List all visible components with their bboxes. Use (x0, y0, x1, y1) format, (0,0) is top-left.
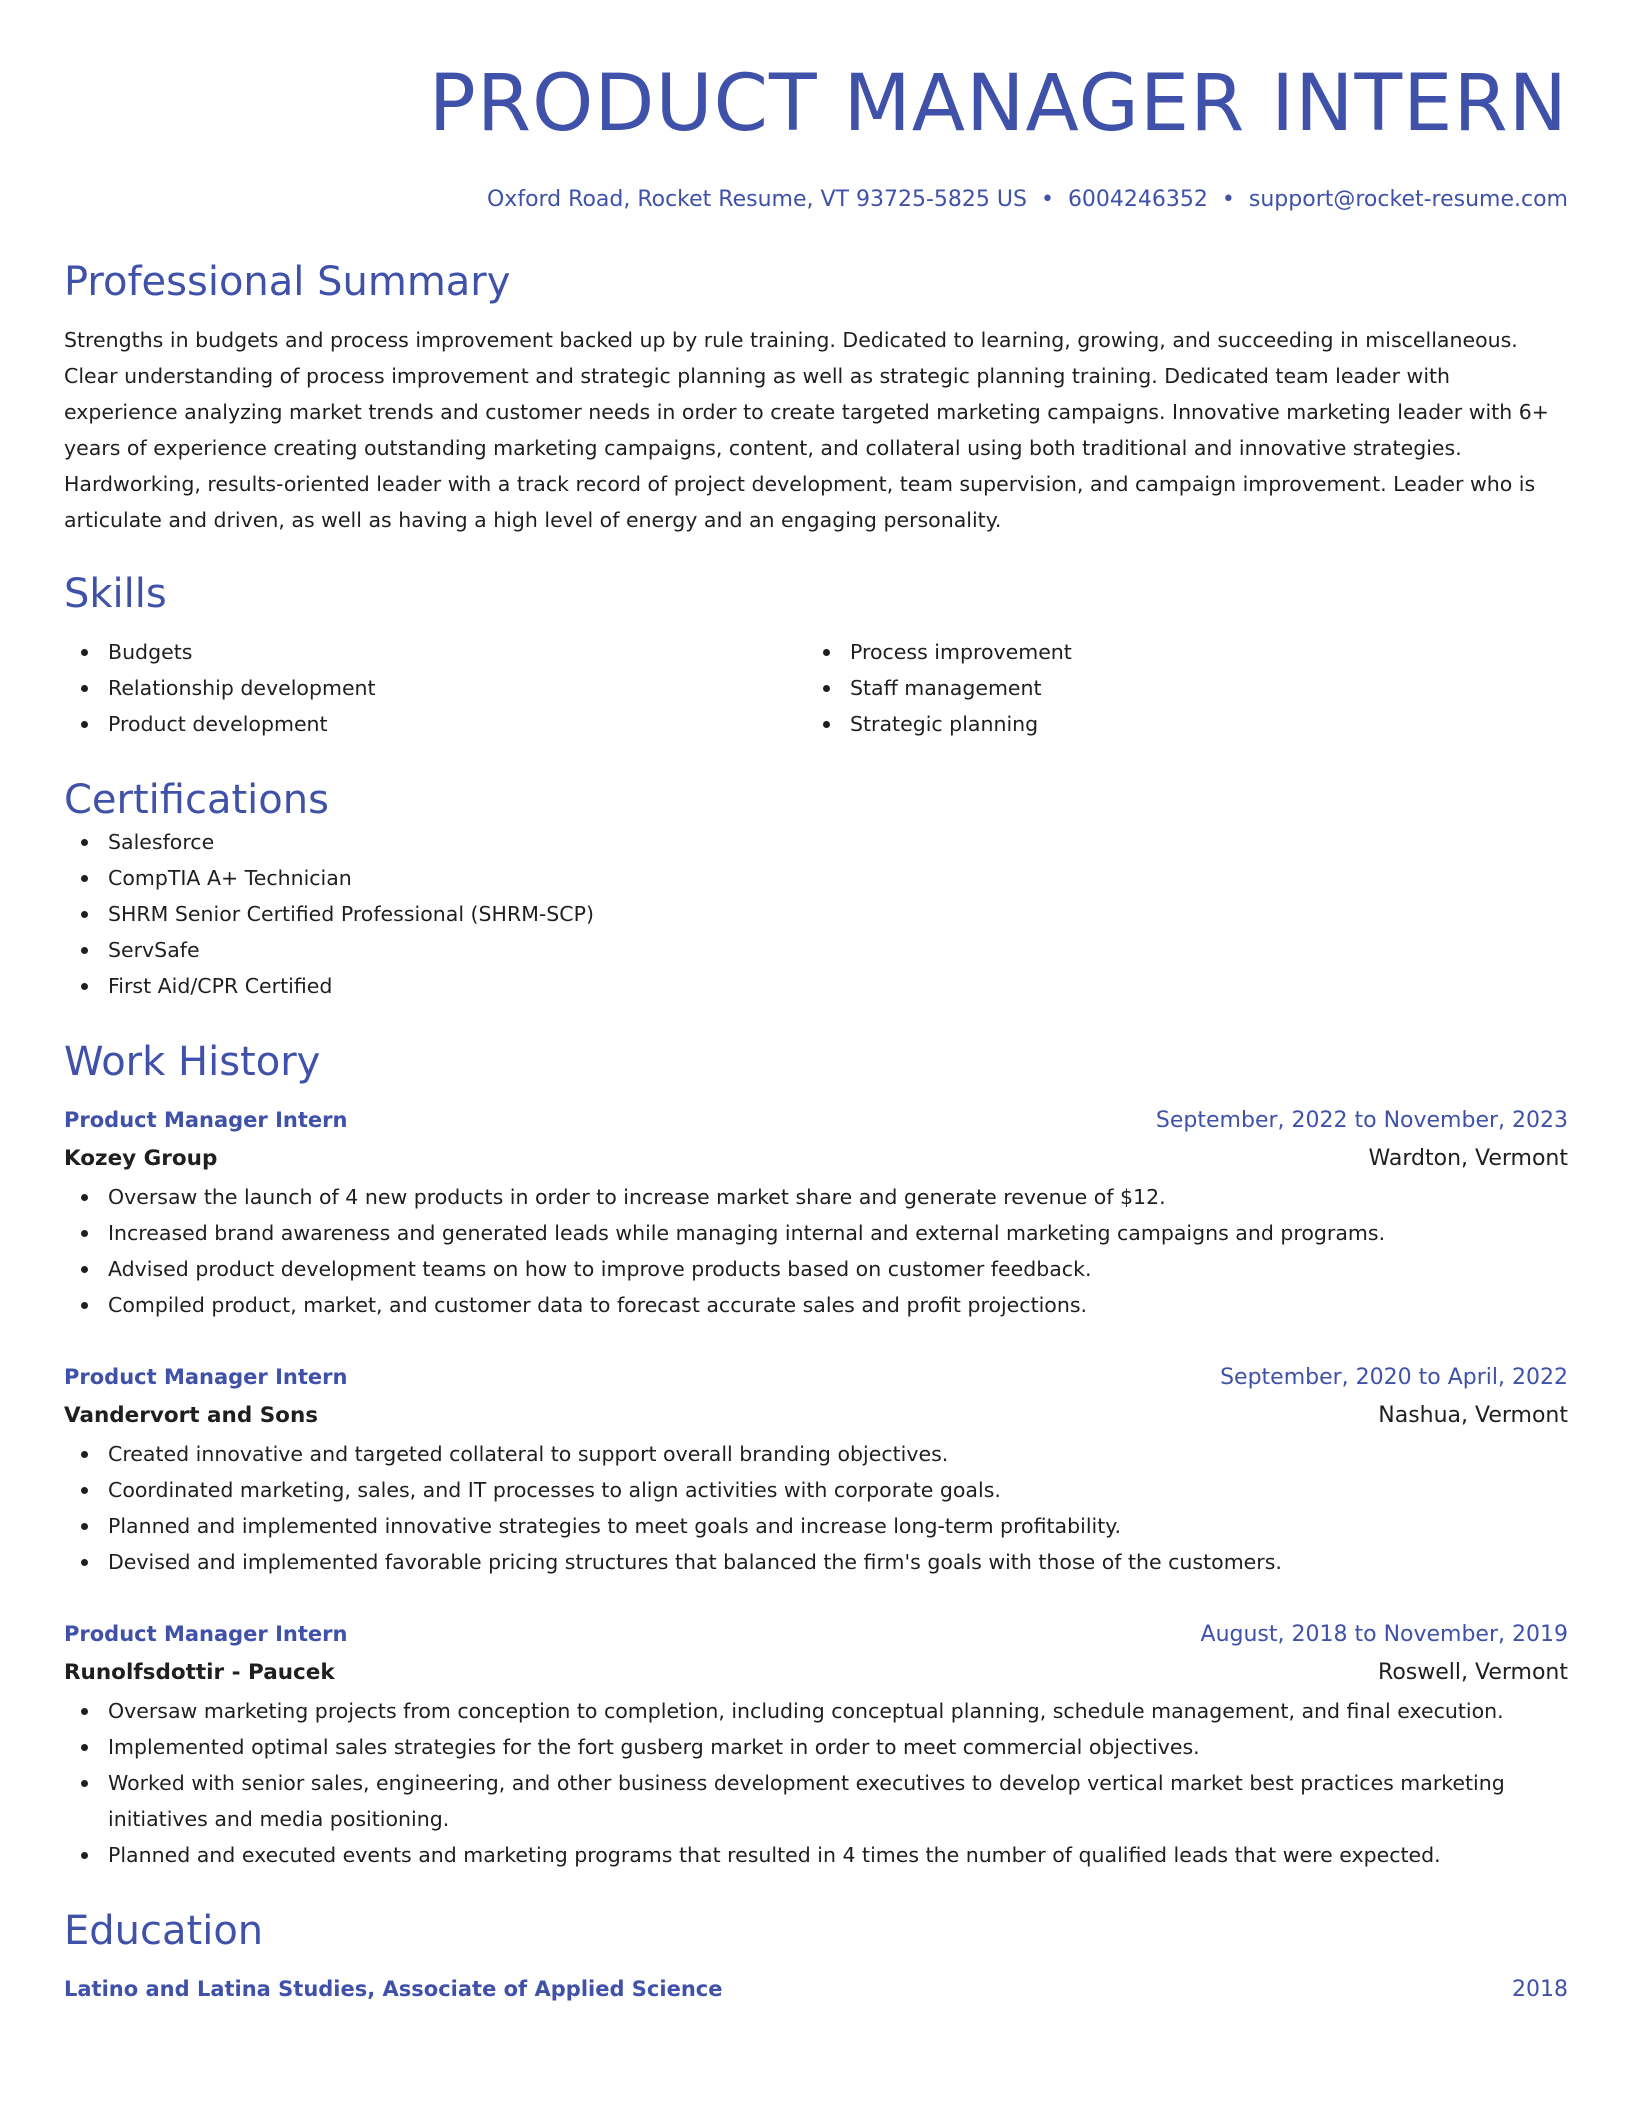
contact-separator: • (1221, 187, 1235, 212)
job-bullet: Worked with senior sales, engineering, and other business development executives to develop vertical market best practices marketing initiatives and media positioning. (108, 1765, 1568, 1837)
job-bullet: Oversaw marketing projects from conception to completion, including conceptual planning, schedule management, and final execution. (108, 1693, 1568, 1729)
skill-item: Budgets (108, 634, 806, 670)
job-company-row (64, 1139, 1568, 1179)
certification-item: Salesforce (108, 824, 1568, 860)
job-location: Wardton, Vermont (1368, 1146, 1568, 1171)
job-header-row (64, 1102, 1568, 1139)
skills-grid (64, 634, 1568, 742)
skills-list-left (64, 634, 806, 742)
job-location: Nashua, Vermont (1378, 1403, 1568, 1428)
certification-item: First Aid/CPR Certified (108, 968, 1568, 1004)
skills-column-right (806, 634, 1548, 742)
job-dates: September, 2022 to November, 2023 (1155, 1108, 1568, 1133)
job-entry (64, 1359, 1568, 1580)
job-company-row (64, 1653, 1568, 1693)
contact-email: support@rocket-resume.com (1248, 187, 1568, 212)
job-role: Product Manager Intern (64, 1108, 348, 1132)
job-entry (64, 1102, 1568, 1323)
contact-line (64, 184, 1568, 216)
job-bullet: Devised and implemented favorable pricing structures that balanced the firm's goals with those of the customers. (108, 1544, 1568, 1580)
job-bullet: Oversaw the launch of 4 new products in order to increase market share and generate revenue of $12. (108, 1179, 1568, 1215)
certification-item: ServSafe (108, 932, 1568, 968)
education-header-row (64, 1971, 1568, 2008)
contact-separator: • (1040, 187, 1054, 212)
education-heading: Education (64, 1908, 264, 1954)
skill-item: Staff management (850, 670, 1548, 706)
skills-column-left (64, 634, 806, 742)
contact-phone: 6004246352 (1067, 187, 1208, 212)
job-role: Product Manager Intern (64, 1365, 348, 1389)
job-header-row (64, 1359, 1568, 1396)
job-bullet: Created innovative and targeted collateral to support overall branding objectives. (108, 1436, 1568, 1472)
job-bullets (64, 1693, 1568, 1873)
skill-item: Product development (108, 706, 806, 742)
job-dates: August, 2018 to November, 2019 (1200, 1622, 1568, 1647)
skills-heading: Skills (64, 571, 167, 617)
job-company: Vandervort and Sons (64, 1403, 319, 1428)
job-dates: September, 2020 to April, 2022 (1220, 1365, 1568, 1390)
summary-text: Strengths in budgets and process improvement backed up by rule training. Dedicated to learning, growing, and succeeding in miscellaneous. Clear understanding of process improvement and strategic planning as well as strategic planning training. Dedicated team leader with experience analyzing market trends and customer needs in order to create targeted marketing campaigns. Innovative marketing leader with 6+ years of experience creating outstanding marketing campaigns, content, and collateral using both traditional and innovative strategies. Hardworking, results-oriented leader with a track record of project development, team supervision, and campaign improvement. Leader who is articulate and driven, as well as having a high level of energy and an engaging personality. (64, 328, 1549, 532)
contact-address: Oxford Road, Rocket Resume, VT 93725-5825 US (486, 187, 1027, 212)
job-bullet: Planned and implemented innovative strategies to meet goals and increase long-term profitability. (108, 1508, 1568, 1544)
certification-item: SHRM Senior Certified Professional (SHRM-SCP) (108, 896, 1568, 932)
skill-item: Relationship development (108, 670, 806, 706)
work-history-heading: Work History (64, 1039, 321, 1085)
skills-list-right (806, 634, 1548, 742)
job-entry (64, 1616, 1568, 1873)
job-company-row (64, 1396, 1568, 1436)
resume-title: PRODUCT MANAGER INTERN (428, 59, 1568, 149)
skill-item: Strategic planning (850, 706, 1548, 742)
certifications-list (64, 824, 1568, 1004)
job-bullets (64, 1179, 1568, 1323)
job-header-row (64, 1616, 1568, 1653)
job-company: Kozey Group (64, 1146, 218, 1171)
job-bullet: Increased brand awareness and generated leads while managing internal and external marketing campaigns and programs. (108, 1215, 1568, 1251)
job-bullet: Implemented optimal sales strategies for the fort gusberg market in order to meet commercial objectives. (108, 1729, 1568, 1765)
job-company: Runolfsdottir - Paucek (64, 1660, 335, 1685)
summary-heading: Professional Summary (64, 259, 511, 305)
certification-item: CompTIA A+ Technician (108, 860, 1568, 896)
certifications-heading: Certifications (64, 777, 329, 823)
education-entry (64, 1971, 1568, 2008)
job-bullet: Planned and executed events and marketing programs that resulted in 4 times the number of qualified leads that were expected. (108, 1837, 1568, 1873)
job-role: Product Manager Intern (64, 1622, 348, 1646)
job-bullets (64, 1436, 1568, 1580)
skill-item: Process improvement (850, 634, 1548, 670)
job-bullet: Advised product development teams on how to improve products based on customer feedback. (108, 1251, 1568, 1287)
education-degree: Latino and Latina Studies, Associate of Applied Science (64, 1977, 723, 2001)
job-bullet: Coordinated marketing, sales, and IT processes to align activities with corporate goals. (108, 1472, 1568, 1508)
job-location: Roswell, Vermont (1378, 1660, 1568, 1685)
education-year: 2018 (1512, 1977, 1568, 2002)
job-bullet: Compiled product, market, and customer data to forecast accurate sales and profit projections. (108, 1287, 1568, 1323)
